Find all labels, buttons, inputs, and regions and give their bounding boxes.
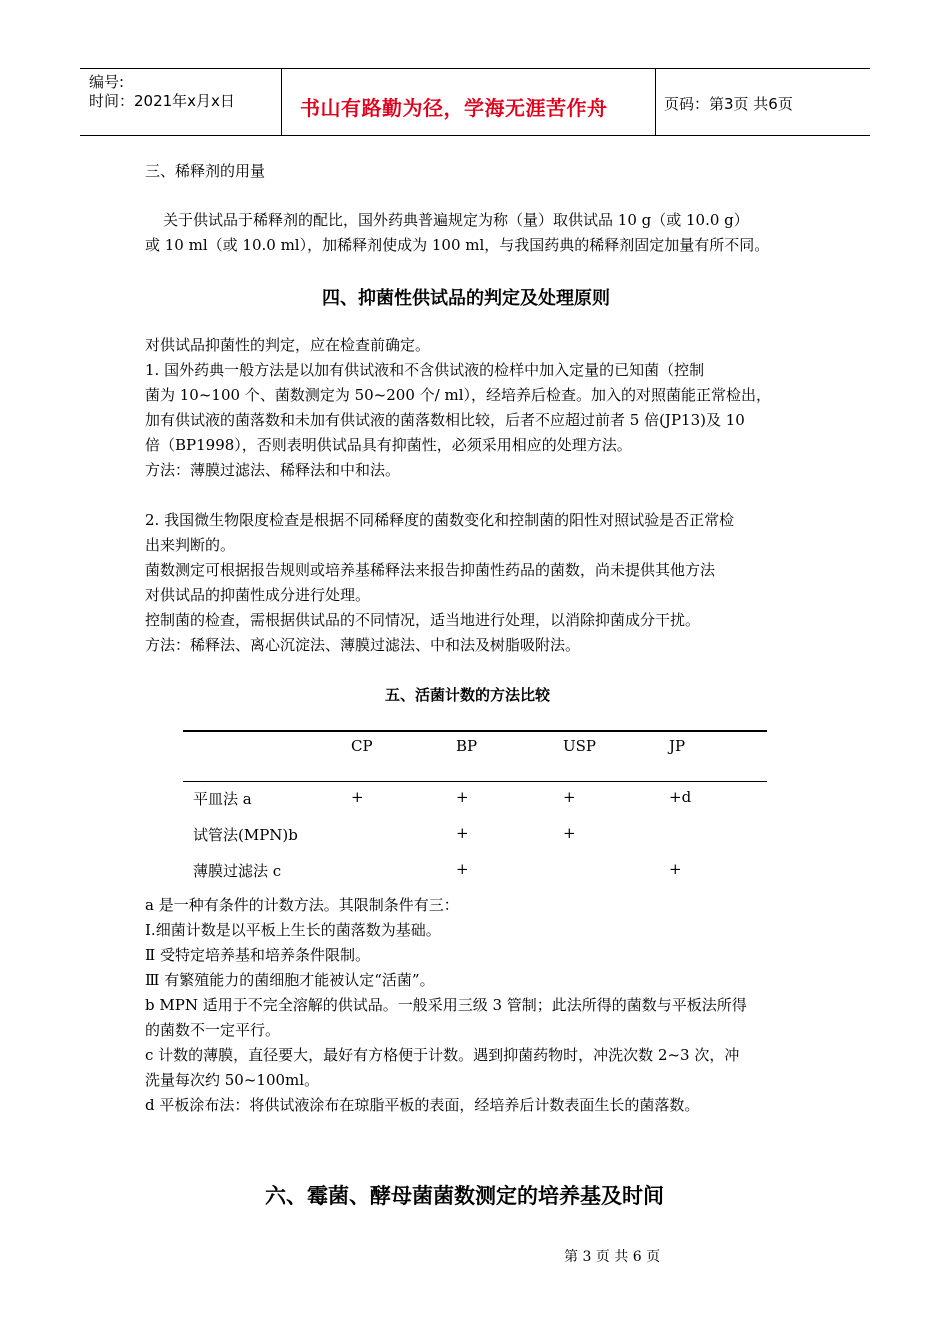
table-cell: +d <box>669 788 692 806</box>
section4-line: 加有供试液的菌落数和未加有供试液的菌落数相比较，后者不应超过前者 5 倍(JP13)及 10 <box>145 411 745 429</box>
table-header-rule <box>183 781 767 782</box>
header-divider-right <box>655 68 656 135</box>
section3-heading: 三、稀释剂的用量 <box>145 162 266 180</box>
table-column-header: CP <box>351 737 373 755</box>
table-column-header: JP <box>669 737 686 755</box>
section6-heading: 六、霉菌、酵母菌菌数测定的培养基及时间 <box>265 1184 664 1208</box>
section4-line: 方法：稀释法、离心沉淀法、薄膜过滤法、中和法及树脂吸附法。 <box>145 636 581 654</box>
section4-line: 1. 国外药典一般方法是以加有供试液和不含供试液的检样中加入定量的已知菌（控制 <box>145 361 705 379</box>
table-cell: + <box>456 860 469 878</box>
table-note-line: Ⅱ 受特定培养基和培养条件限制。 <box>145 946 370 964</box>
table-note-line: Ⅰ.细菌计数是以平板上生长的菌落数为基础。 <box>145 921 441 939</box>
table-note-line: a 是一种有条件的计数方法。其限制条件有三： <box>145 896 459 914</box>
table-row-label: 平皿法 a <box>193 790 252 808</box>
section4-line: 方法：薄膜过滤法、稀释法和中和法。 <box>145 461 401 479</box>
section4-line: 倍（BP1998），否则表明供试品具有抑菌性，必须采用相应的处理方法。 <box>145 436 632 454</box>
section4-line: 对供试品的抑菌性成分进行处理。 <box>145 586 371 604</box>
table-note-line: c 计数的薄膜，直径要大，最好有方格便于计数。遇到抑菌药物时，冲洗次数 2~3 次，冲 <box>145 1046 740 1064</box>
table-column-header: USP <box>563 737 597 755</box>
table-cell: + <box>351 788 364 806</box>
table-note-line: d 平板涂布法：将供试液涂布在琼脂平板的表面，经培养后计数表面生长的菌落数。 <box>145 1096 700 1114</box>
table-row-label: 薄膜过滤法 c <box>193 862 282 880</box>
section4-line: 2. 我国微生物限度检查是根据不同稀释度的菌数变化和控制菌的阳性对照试验是否正常检 <box>145 511 735 529</box>
section4-line: 出来判断的。 <box>145 536 236 554</box>
section4-line: 菌为 10~100 个、菌数测定为 50~200 个/ ml），经培养后检查。加入的对照菌能正常检出， <box>145 386 771 404</box>
footer-page-number: 第 3 页 共 6 页 <box>564 1249 661 1265</box>
section3-paragraph-line: 关于供试品于稀释剂的配比，国外药典普遍规定为称（量）取供试品 10 g（或 10.0 g） <box>163 211 749 229</box>
table-top-rule <box>183 730 767 732</box>
header-page-label: 页码：第3页 共6页 <box>664 95 793 113</box>
header-number-label: 编号: <box>89 73 125 91</box>
section3-paragraph-line: 或 10 ml（或 10.0 ml），加稀释剂使成为 100 ml，与我国药典的稀释剂固定加量有所不同。 <box>145 236 770 254</box>
header-top-rule <box>80 68 870 69</box>
section4-heading: 四、抑菌性供试品的判定及处理原则 <box>322 288 610 309</box>
header-motto: 书山有路勤为径，学海无涯苦作舟 <box>300 96 608 120</box>
section4-line: 控制菌的检查，需根据供试品的不同情况，适当地进行处理，以消除抑菌成分干扰。 <box>145 611 701 629</box>
table-cell: + <box>456 788 469 806</box>
table-cell: + <box>563 824 576 842</box>
table-row-label: 试管法(MPN)b <box>193 826 298 844</box>
table-note-line: b MPN 适用于不完全溶解的供试品。一般采用三级 3 管制；此法所得的菌数与平板法所得 <box>145 996 747 1014</box>
section5-heading: 五、活菌计数的方法比较 <box>385 686 551 704</box>
section4-line: 菌数测定可根据报告规则或培养基稀释法来报告抑菌性药品的菌数，尚未提供其他方法 <box>145 561 716 579</box>
table-note-line: 的菌数不一定平行。 <box>145 1021 281 1039</box>
header-time-label: 时间：2021年x月x日 <box>89 92 235 110</box>
table-note-line: 洗量每次约 50~100ml。 <box>145 1071 320 1089</box>
table-cell: + <box>669 860 682 878</box>
header-divider-left <box>281 68 282 135</box>
table-column-header: BP <box>456 737 478 755</box>
table-cell: + <box>563 788 576 806</box>
table-cell: + <box>456 824 469 842</box>
section4-line: 对供试品抑菌性的判定，应在检查前确定。 <box>145 336 431 354</box>
table-note-line: Ⅲ 有繁殖能力的菌细胞才能被认定“活菌”。 <box>145 971 435 989</box>
header-bottom-rule <box>80 135 870 136</box>
